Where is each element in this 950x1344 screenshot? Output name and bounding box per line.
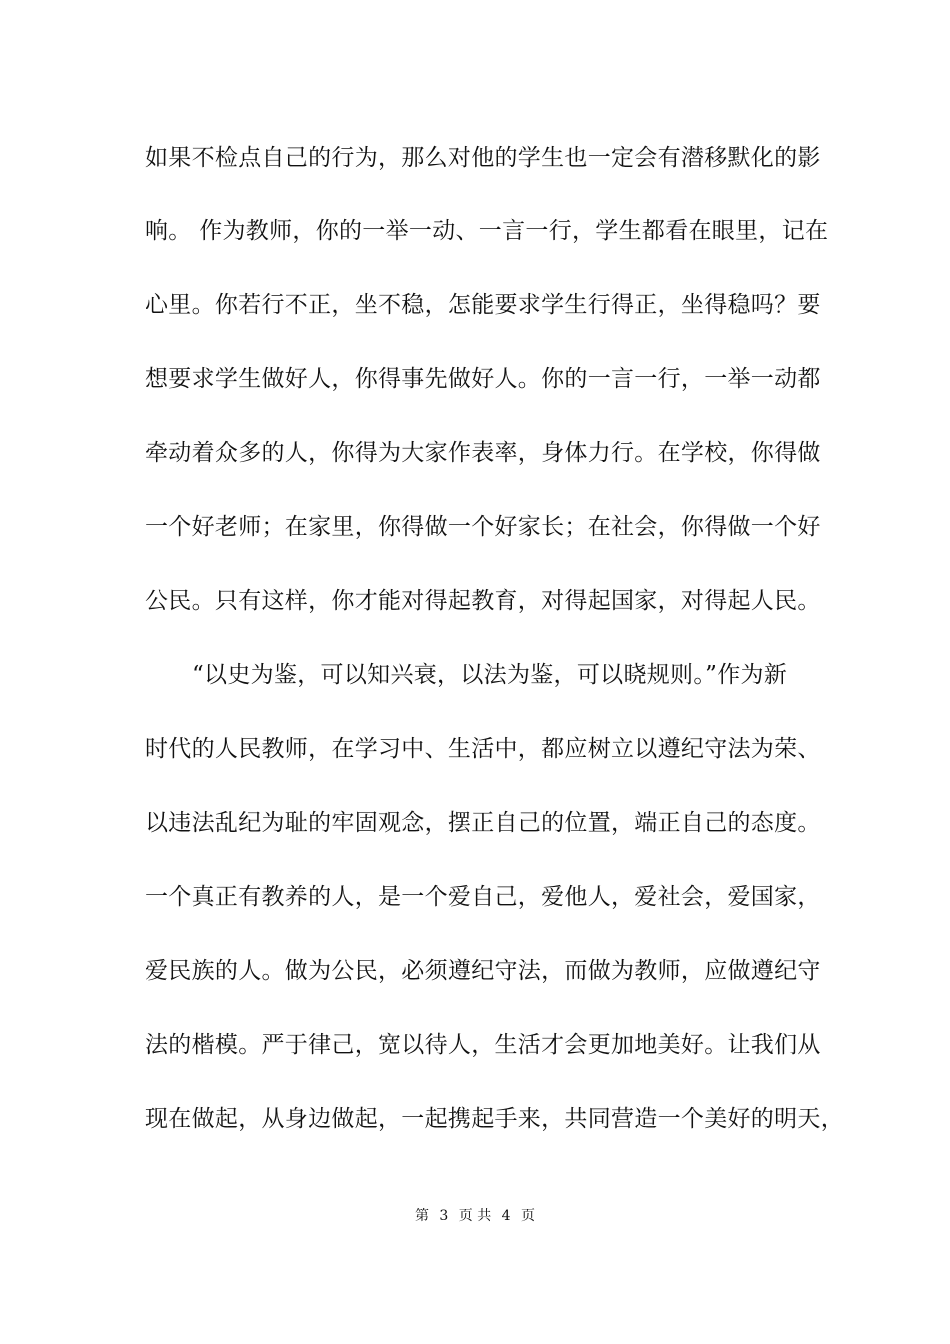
page-footer [0,1206,950,1226]
footer-current-page: 3 [439,1208,449,1224]
text-line-13: 法的楷模。严于律己，宽以待人，生活才会更加地美好。让我们从 [145,1032,821,1058]
text-line-9: 时代的人民教师，在学习中、生活中，都应树立以遵纪守法为荣、 [145,736,821,762]
footer-page-prefix: 第 [414,1208,429,1224]
text-line-4: 想要求学生做好人，你得事先做好人。你的一言一行，一举一动都 [145,366,821,392]
text-line-7: 公民。只有这样，你才能对得起教育，对得起国家，对得起人民。 [145,588,821,614]
text-line-3: 心里。你若行不正，坐不稳，怎能要求学生行得正，坐得稳吗？要 [145,292,821,318]
footer-total-pages: 4 [501,1208,511,1224]
text-line-5: 牵动着众多的人，你得为大家作表率，身体力行。在学校，你得做 [145,440,821,466]
footer-page-suffix: 页 [521,1208,536,1224]
text-line-14: 现在做起，从身边做起，一起携起手来，共同营造一个美好的明天， [145,1106,844,1132]
text-line-6: 一个好老师；在家里，你得做一个好家长；在社会，你得做一个好 [145,514,821,540]
text-line-1: 如果不检点自己的行为，那么对他的学生也一定会有潜移默化的影 [145,145,821,171]
text-line-12: 爱民族的人。做为公民，必须遵纪守法，而做为教师，应做遵纪守 [145,958,821,984]
footer-page-mid: 页 共 [458,1208,492,1224]
text-line-2: 响。 作为教师，你的一举一动、一言一行，学生都看在眼里，记在 [145,218,829,244]
text-line-8: “以史为鉴，可以知兴衰，以法为鉴，可以晓规则。”作为新 [192,662,788,688]
text-line-11: 一个真正有教养的人，是一个爱自己，爱他人，爱社会，爱国家， [145,884,821,910]
text-line-10: 以违法乱纪为耻的牢固观念，摆正自己的位置，端正自己的态度。 [145,810,821,836]
